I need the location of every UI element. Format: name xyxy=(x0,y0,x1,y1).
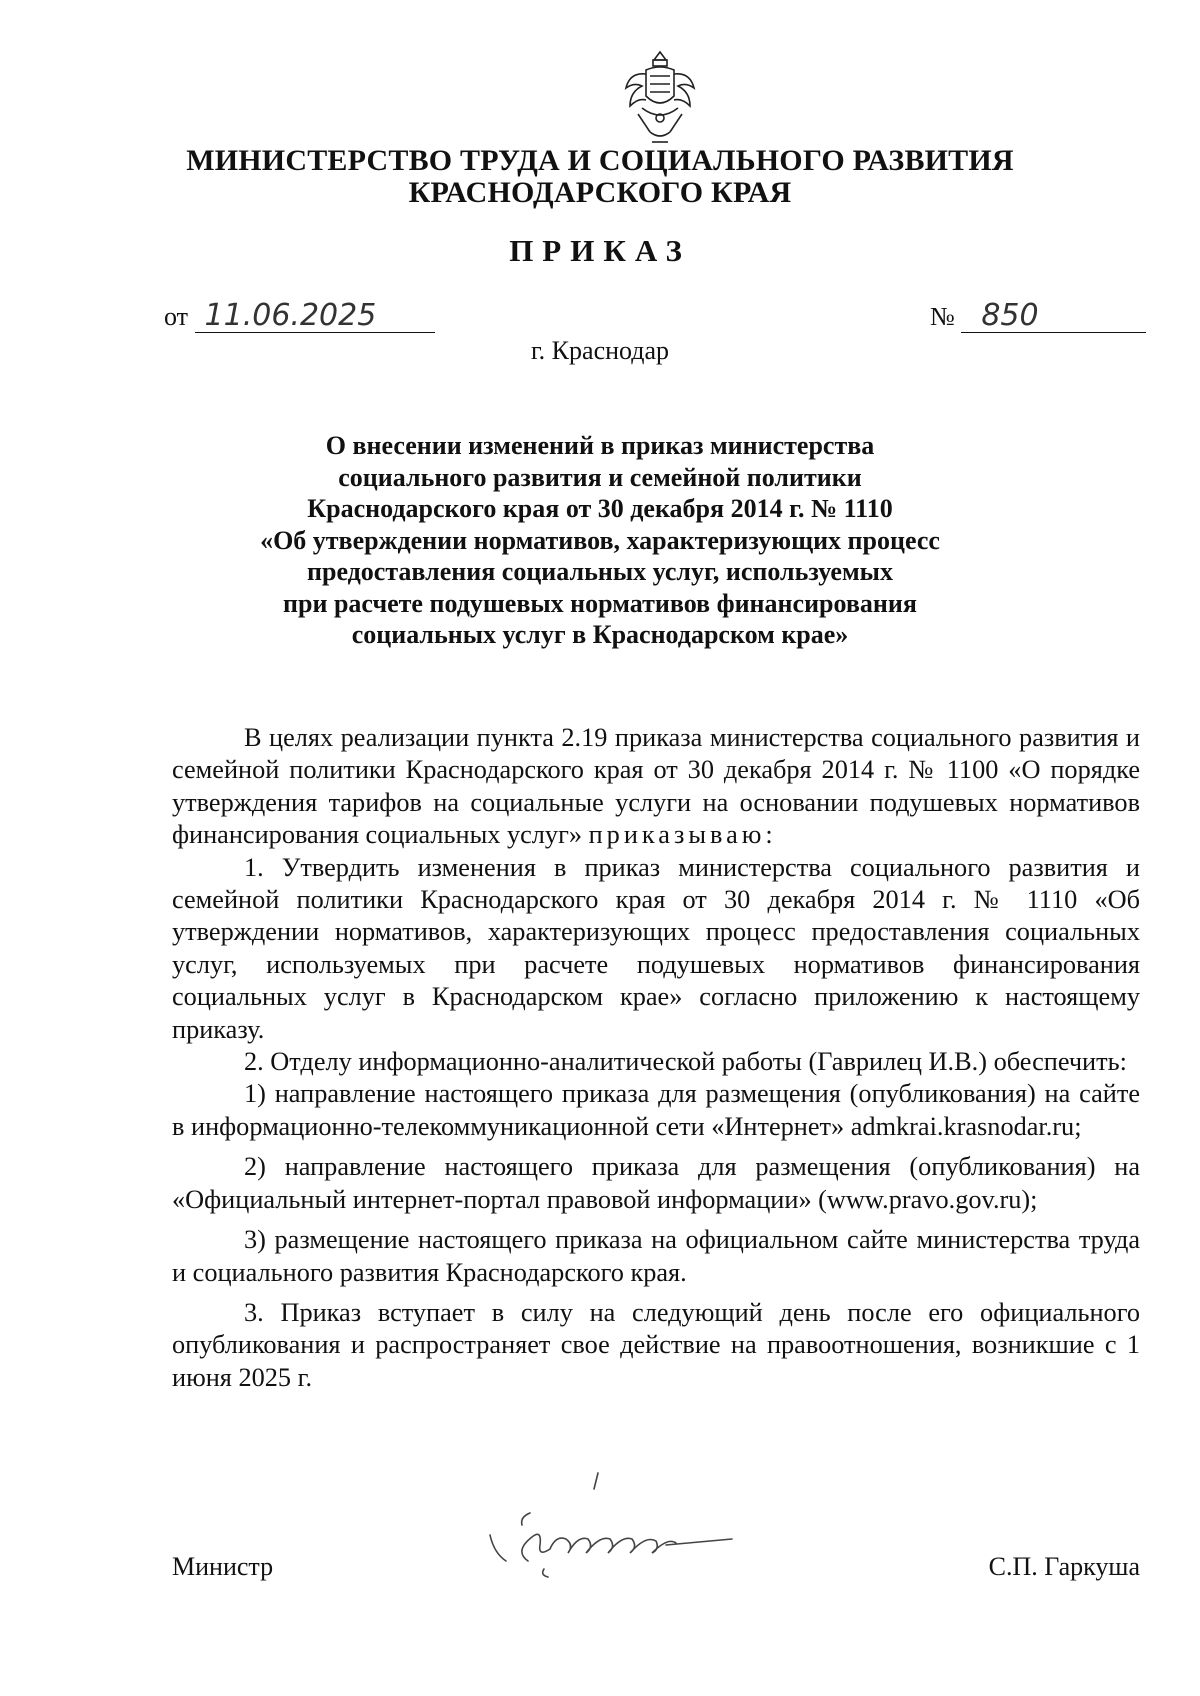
order-subject xyxy=(200,430,1000,651)
subject-line: при расчете подушевых нормативов финансирования xyxy=(283,588,917,618)
city: г. Краснодар xyxy=(530,336,670,365)
intro-text: В целях реализации пункта 2.19 приказа министерства социального развития и семейной политики Краснодарского края от 30 декабря 2014 г. № 1100 «О порядке утверждения тарифов на социальные услуги на основании подушевых нормативов финансирования социальных услуг» xyxy=(172,723,1140,850)
subject-line: О внесении изменений в приказ министерства xyxy=(325,431,875,460)
subject-line: Краснодарского края от 30 декабря 2014 г. № 1110 xyxy=(307,494,893,523)
paragraph-2-item-3: 3) размещение настоящего приказа на официальном сайте министерства труда и социального развития Краснодарского края. xyxy=(172,1225,1140,1287)
signer-name: С.П. Гаркуша xyxy=(988,1552,1140,1581)
intro-keyword: приказываю: xyxy=(588,820,777,850)
coat-of-arms-emblem xyxy=(620,48,700,148)
subject-line: «Об утверждении нормативов, характеризующих процесс xyxy=(260,525,940,555)
signer-position: Министр xyxy=(172,1552,274,1581)
handwritten-signature xyxy=(470,1465,750,1585)
ministry-name xyxy=(150,145,1050,209)
ministry-name-line1: МИНИСТЕРСТВО ТРУДА И СОЦИАЛЬНОГО РАЗВИТИЯ xyxy=(186,144,1014,177)
order-body xyxy=(172,722,1140,1394)
paragraph-2: 2. Отделу информационно-аналитической работы (Гаврилец И.В.) обеспечить: xyxy=(244,1047,1127,1077)
subject-line: социальных услуг в Краснодарском крае» xyxy=(351,620,849,649)
subject-line: социального развития и семейной политики xyxy=(338,462,862,492)
paragraph-1: 1. Утвердить изменения в приказ министерства социального развития и семейной политики Краснодарского края от 30 декабря 2014 г. № 1110 «Об утверждении нормативов, характеризующих процесс предоставления социальных услуг, используемых при расчете подушевых нормативов финансирования социальных услуг в Краснодарском крае» согласно приложению к настоящему приказу. xyxy=(172,852,1140,1044)
ministry-name-line2: КРАСНОДАРСКОГО КРАЯ xyxy=(408,176,792,209)
date-handwritten: 11.06.2025 xyxy=(195,300,435,333)
intro-paragraph xyxy=(172,722,1140,852)
number-row xyxy=(930,300,1146,333)
date-row xyxy=(164,300,435,333)
number-handwritten: 850 xyxy=(961,300,1146,333)
number-prefix: № xyxy=(930,302,955,331)
document-type: ПРИКАЗ xyxy=(509,233,691,268)
date-prefix: от xyxy=(164,302,189,331)
paragraph-2-item-2: 2) направление настоящего приказа для размещения (опубликования) на «Официальный интернет-портал правовой информации» (www.pravo.gov.ru); xyxy=(172,1152,1140,1214)
subject-line: предоставления социальных услуг, используемых xyxy=(307,557,893,586)
paragraph-3: 3. Приказ вступает в силу на следующий день после его официального опубликования и распространяет свое действие на правоотношения, возникшие с 1 июня 2025 г. xyxy=(172,1297,1140,1392)
paragraph-2-item-1: 1) направление настоящего приказа для размещения (опубликования) на сайте в информационно-телекоммуникационной сети «Интернет» admkrai.krasnodar.ru; xyxy=(172,1079,1140,1141)
